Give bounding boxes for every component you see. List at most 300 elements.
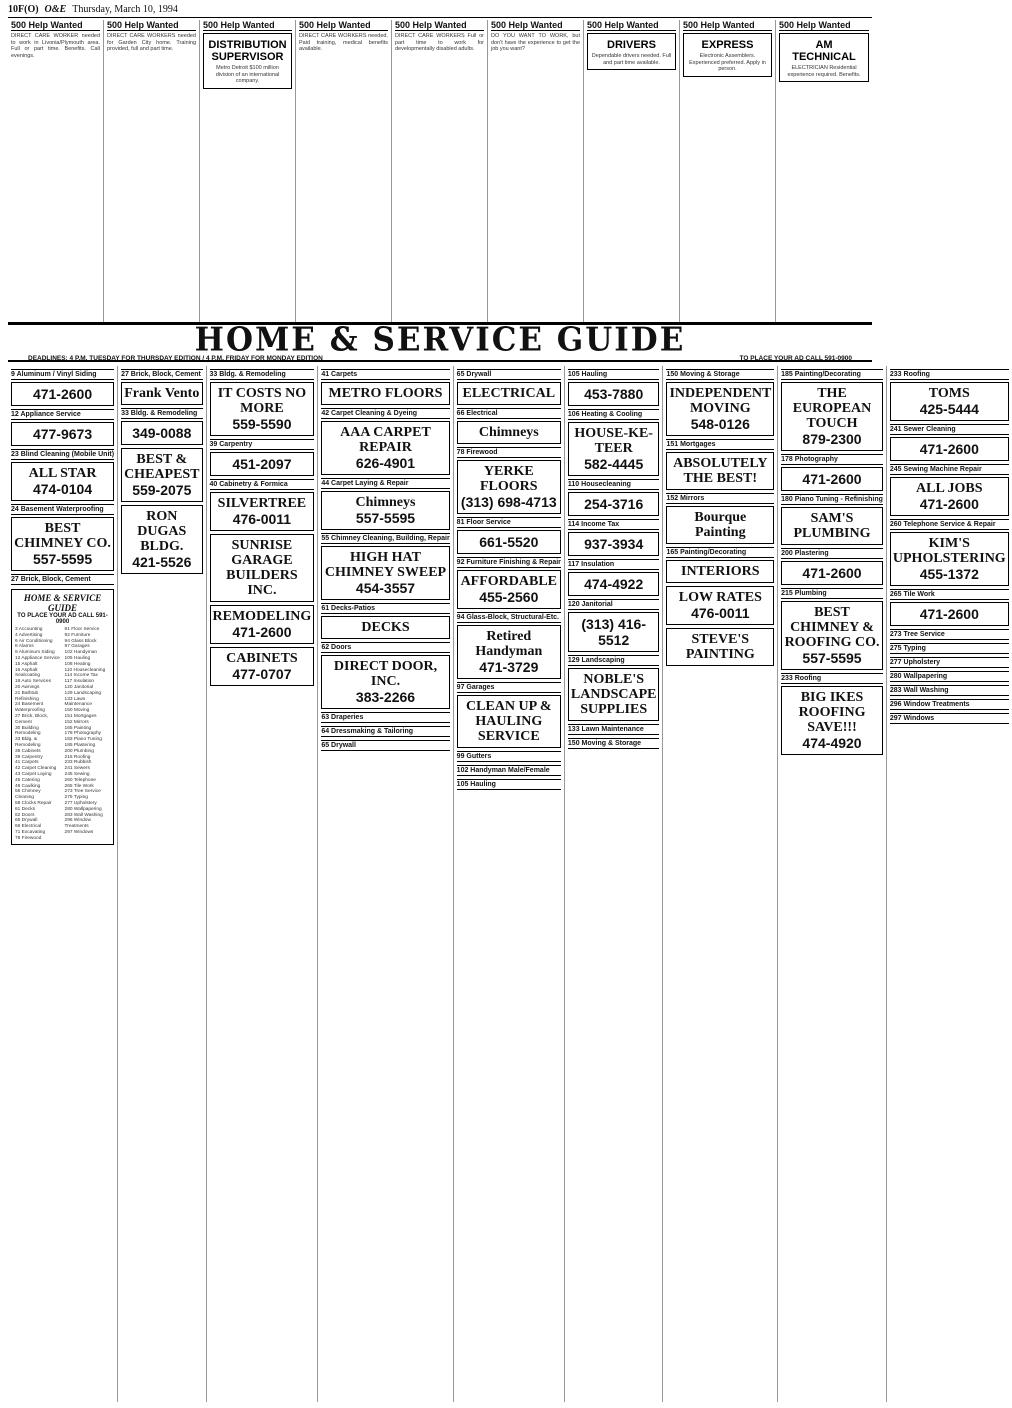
category-heading: 296 Window Treatments: [890, 699, 1009, 710]
index-entry: 42 Carpet Cleaning: [15, 766, 57, 772]
index-entry: 43 Carpet Laying: [15, 771, 52, 777]
advertiser-phone: 557-5595: [802, 650, 862, 666]
display-ad: [890, 532, 1009, 586]
advertiser-name: Chimneys: [478, 425, 539, 440]
advertiser-phone: 474-4922: [584, 576, 644, 592]
index-entry: 151 Mortgages: [64, 713, 97, 719]
index-entry: 12 Appliance Service: [15, 655, 60, 661]
category-heading: 24 Basement Waterproofing: [11, 504, 114, 515]
index-entry: 178 Photography: [64, 731, 102, 737]
category-heading: 105 Hauling: [568, 369, 660, 380]
category-heading: 241 Sewer Cleaning: [890, 424, 1009, 435]
index-entry: 9 Aluminum Siding: [15, 650, 55, 656]
display-ad: [321, 382, 449, 405]
category-heading: 33 Bldg. & Remodeling: [121, 408, 202, 419]
category-heading: 178 Photography: [781, 454, 883, 465]
category-heading: 64 Dressmaking & Tailoring: [321, 726, 449, 737]
help-wanted-column: [488, 20, 584, 322]
index-entry: 183 Piano Tuning: [64, 737, 102, 743]
display-ad: [321, 546, 449, 600]
classified-ad: DIRECT CARE WORKERS needed for Garden City home. Training provided, full and part time.: [107, 33, 196, 53]
category-heading: 78 Firewood: [457, 447, 561, 458]
display-ad: [121, 382, 202, 405]
category-heading: 185 Painting/Decorating: [781, 369, 883, 380]
index-entry: 27 Brick, Block, Cement: [15, 713, 49, 725]
category-heading: 280 Wallpapering: [890, 671, 1009, 682]
display-ad: [11, 517, 114, 571]
category-heading: 275 Typing: [890, 643, 1009, 654]
category-heading: 277 Upholstery: [890, 657, 1009, 668]
advertiser-name: BEST & CHEAPEST: [124, 452, 200, 482]
category-heading: 97 Garages: [457, 682, 561, 693]
display-ad: [683, 33, 772, 77]
display-ad: [321, 655, 449, 709]
index-entry: 260 Telephone: [64, 777, 96, 783]
ad-headline: DISTRIBUTION SUPERVISOR: [208, 39, 287, 63]
category-heading: 151 Mortgages: [666, 439, 774, 450]
guide-column: [118, 366, 206, 1402]
display-ad: [210, 647, 315, 686]
category-heading: 81 Floor Service: [457, 517, 561, 528]
guide-column: [207, 366, 319, 1402]
advertiser-phone: 474-4920: [802, 735, 862, 751]
advertiser-name: THE EUROPEAN TOUCH: [792, 386, 872, 431]
category-heading: 129 Landscaping: [568, 655, 660, 666]
category-heading: 106 Heating & Cooling: [568, 409, 660, 420]
advertiser-name: ELECTRICAL: [462, 386, 556, 401]
advertiser-name: ABSOLUTELY THE BEST!: [673, 456, 768, 486]
advertiser-phone: 661-5520: [479, 534, 539, 550]
display-ad: [203, 33, 292, 89]
category-heading: 42 Carpet Cleaning & Dyeing: [321, 408, 449, 419]
category-heading: 12 Appliance Service: [11, 409, 114, 420]
guide-column: [318, 366, 453, 1402]
index-entry: 102 Handyman: [64, 650, 98, 656]
display-ad: [457, 570, 561, 609]
advertiser-phone: 471-2600: [919, 606, 979, 622]
display-ad: [779, 33, 869, 82]
advertiser-phone: 471-2600: [32, 386, 93, 402]
ad-body: Metro Detroit $100 million division of an international company.: [215, 65, 280, 85]
index-entry: 114 Income Tax: [64, 673, 98, 679]
display-ad: [11, 462, 114, 501]
index-entry: 4 Advertising: [15, 632, 43, 638]
index-entry: 62 Doors: [15, 812, 35, 818]
issue-date: Thursday, March 10, 1994: [72, 4, 178, 15]
category-heading: 61 Decks-Patios: [321, 603, 449, 614]
display-ad: [121, 448, 202, 502]
display-ad: [321, 491, 449, 530]
advertiser-phone: 557-5595: [32, 551, 93, 567]
advertiser-name: AFFORDABLE: [460, 574, 558, 589]
category-heading: 41 Carpets: [321, 369, 449, 380]
advertiser-phone: 476-0011: [232, 511, 292, 527]
advertiser-phone: 254-3716: [584, 496, 644, 512]
index-entry: 296 Window Treatments: [64, 818, 91, 830]
index-entry: 21 Bathtub Refinishing: [15, 690, 39, 702]
category-heading: 245 Sewing Machine Repair: [890, 464, 1009, 475]
display-ad: [210, 382, 315, 436]
display-ad: [568, 572, 660, 596]
ad-body: Electronic Assemblers. Experienced preferred. Apply in person.: [689, 53, 766, 73]
guide-column: [565, 366, 664, 1402]
advertiser-name: TOMS: [928, 386, 970, 401]
index-entry: 65 Drywall: [15, 818, 38, 824]
advertiser-phone: 453-7880: [584, 386, 644, 402]
display-ad: [568, 422, 660, 476]
column-header: 500 Help Wanted: [203, 20, 292, 31]
index-entry: 200 Plumbing: [64, 748, 94, 754]
category-heading: 27 Brick, Block, Cement: [121, 371, 201, 378]
display-ad: [11, 382, 114, 406]
home-service-guide-banner: [8, 322, 872, 362]
deadline-text: DEADLINES: 4 P.M. TUESDAY FOR THURSDAY EDITION / 4 P.M. FRIDAY FOR MONDAY EDITION: [28, 355, 323, 362]
display-ad: [568, 668, 660, 721]
category-heading: 9 Aluminum / Vinyl Siding: [11, 369, 114, 380]
category-heading: 105 Hauling: [457, 779, 561, 790]
column-header: 500 Help Wanted: [11, 20, 100, 31]
guide-column: [8, 366, 118, 1402]
display-ad: [781, 686, 883, 755]
display-ad: [666, 382, 774, 436]
display-ad: [457, 530, 561, 554]
index-entry: 120 Janitorial: [64, 684, 94, 690]
column-header: 500 Help Wanted: [587, 20, 676, 31]
advertiser-name: Frank Vento: [124, 386, 200, 401]
index-entry: 97 Garages: [64, 644, 90, 650]
category-heading: 99 Gutters: [457, 751, 561, 762]
index-entry: 20 Awnings: [15, 684, 40, 690]
category-heading: 33 Bldg. & Remodeling: [210, 369, 315, 380]
advertiser-phone: 477-0707: [232, 666, 292, 682]
display-ad: [666, 452, 774, 490]
display-ad: [781, 467, 883, 491]
index-entry: 297 Windows: [64, 829, 94, 835]
advertiser-name: STEVE'S PAINTING: [685, 632, 755, 662]
advertiser-name: ALL JOBS: [916, 481, 983, 496]
index-entry: 6 Air Conditioning: [15, 638, 53, 644]
index-entry: 55 Chimney Cleaning: [15, 789, 41, 801]
category-heading: 283 Wall Washing: [890, 685, 1009, 696]
index-entry: 18 Auto Services: [15, 679, 51, 685]
index-entry: 81 Floor Service: [64, 627, 100, 632]
advertiser-phone: 879-2300: [802, 431, 862, 447]
advertiser-name: INTERIORS: [681, 564, 760, 579]
advertiser-name: Retired Handyman: [475, 629, 543, 659]
index-entry: 36 Cabinets: [15, 748, 41, 754]
index-entry: 105 Hauling: [64, 655, 91, 661]
display-ad: [457, 460, 561, 514]
display-ad: [210, 534, 315, 602]
display-ad: [666, 628, 774, 666]
column-header: 500 Help Wanted: [779, 20, 869, 31]
index-entry: 277 Upholstery: [64, 800, 97, 806]
index-title: HOME & SERVICE GUIDE: [23, 593, 102, 613]
advertiser-phone: 455-1372: [919, 566, 979, 582]
advertiser-name: DECKS: [361, 620, 410, 635]
help-wanted-column: [200, 20, 296, 322]
category-heading: 152 Mirrors: [666, 493, 774, 504]
advertiser-name: YERKE FLOORS: [480, 464, 538, 494]
category-heading: 65 Drywall: [321, 740, 449, 751]
advertiser-phone: 425-5444: [919, 401, 979, 417]
advertiser-name: Bourque Painting: [694, 510, 747, 540]
advertiser-name: DIRECT DOOR, INC.: [333, 659, 438, 689]
display-ad: [457, 695, 561, 748]
display-ad: [890, 382, 1009, 421]
category-heading: 297 Windows: [890, 713, 1009, 724]
page-masthead: [8, 2, 872, 18]
category-heading: 44 Carpet Laying & Repair: [321, 478, 449, 489]
advertiser-name: HIGH HAT CHIMNEY SWEEP: [324, 550, 447, 580]
ad-body: ELECTRICIAN Residential experience required. Benefits.: [787, 65, 861, 78]
index-entry: 30 Building Remodeling: [15, 725, 41, 737]
index-entry: 265 Tile Work: [64, 783, 94, 789]
display-ad: [666, 506, 774, 544]
category-heading: 114 Income Tax: [568, 519, 660, 530]
help-wanted-column: [8, 20, 104, 322]
category-heading: 40 Cabinetry & Formica: [210, 479, 315, 490]
advertiser-name: CABINETS: [226, 651, 298, 666]
category-heading: 62 Doors: [321, 642, 449, 653]
index-entry: 150 Moving: [64, 708, 90, 714]
advertiser-name: HOUSE-KE-TEER: [574, 426, 653, 456]
display-ad: [781, 382, 883, 451]
advertiser-phone: 582-4445: [584, 456, 644, 472]
display-ad: [457, 421, 561, 444]
category-heading: 180 Piano Tuning - Refinishing: [781, 496, 883, 503]
advertiser-name: RON DUGAS BLDG.: [137, 509, 187, 554]
advertiser-phone: 421-5526: [132, 554, 192, 570]
index-entry: 78 Firewood: [15, 835, 42, 841]
help-wanted-column: [296, 20, 392, 322]
category-heading: 133 Lawn Maintenance: [568, 724, 660, 735]
display-ad: [321, 421, 449, 475]
display-ad: [890, 477, 1009, 516]
index-entry: 15 Asphalt: [15, 661, 38, 667]
display-ad: [587, 33, 676, 70]
advertiser-phone: 451-2097: [232, 456, 292, 472]
index-entry: 66 Electrical: [15, 824, 42, 830]
advertiser-phone: 471-2600: [919, 441, 979, 457]
advertiser-name: SUNRISE GARAGE BUILDERS INC.: [226, 538, 298, 598]
advertiser-name: SAM'S PLUMBING: [793, 511, 871, 541]
display-ad: [890, 602, 1009, 626]
classified-ad: DIRECT CARE WORKER needed to work in Livonia/Plymouth area. Full or part time. Benefits. Call evenings.: [11, 33, 100, 59]
category-heading: 165 Painting/Decorating: [666, 547, 774, 558]
index-entry: 108 Heating: [64, 661, 91, 667]
classified-ad: DIRECT CARE WORKERS Full or part time to work for developmentally disabled adults.: [395, 33, 484, 53]
index-entry: 94 Glass Block: [64, 638, 97, 644]
place-ad-text: TO PLACE YOUR AD CALL 591-0900: [739, 355, 852, 362]
advertiser-name: CLEAN UP & HAULING SERVICE: [466, 699, 552, 744]
index-subtitle: TO PLACE YOUR AD CALL 591-0900: [17, 613, 108, 625]
index-entry: 215 Roofing: [64, 754, 91, 760]
category-heading: 200 Plastering: [781, 548, 883, 559]
classified-ad: DIRECT CARE WORKERS needed. Paid training, medical benefits available.: [299, 33, 388, 53]
index-entry: 117 Insulation: [64, 679, 95, 685]
index-entry: 133 Lawn Maintenance: [64, 696, 92, 708]
ad-headline: DRIVERS: [607, 39, 656, 51]
advertiser-name: METRO FLOORS: [328, 386, 443, 401]
ad-body: Dependable drivers needed. Full and part time available.: [591, 53, 672, 66]
index-entry: 275 Typing: [64, 795, 88, 801]
index-entry: 58 Clocks Repair: [15, 800, 52, 806]
display-ad: [11, 422, 114, 446]
category-heading: 233 Roofing: [890, 369, 1009, 380]
advertiser-name: Chimneys: [355, 495, 416, 510]
index-entry: 241 Sewers: [64, 766, 90, 772]
column-header: 500 Help Wanted: [107, 20, 196, 31]
display-ad: [210, 605, 315, 644]
index-entry: 273 Tree Service: [64, 789, 101, 795]
display-ad: [781, 601, 883, 670]
index-entry: 92 Furniture: [64, 632, 91, 638]
category-heading: 55 Chimney Cleaning, Building, Repair: [321, 535, 450, 542]
classified-ad: DO YOU WANT TO WORK, but don't have the experience to get the job you want?: [491, 33, 580, 53]
advertiser-name: SILVERTREE: [217, 496, 307, 511]
index-entry: 33 Bldg. & Remodeling: [15, 737, 41, 748]
column-header: 500 Help Wanted: [683, 20, 772, 31]
category-heading: 260 Telephone Service & Repair: [890, 519, 1009, 530]
advertiser-phone: 471-2600: [232, 624, 292, 640]
index-entry: 129 Landscaping: [64, 690, 102, 696]
advertiser-name: ALL STAR: [28, 466, 97, 481]
index-list: [15, 627, 110, 841]
display-ad: [568, 612, 660, 652]
advertiser-phone: 557-5595: [355, 510, 416, 526]
index-entry: 24 Basement Waterproofing: [15, 702, 45, 714]
advertiser-name: REMODELING: [212, 609, 312, 624]
display-ad: [666, 586, 774, 625]
advertiser-name: NOBLE'S LANDSCAPE SUPPLIES: [570, 672, 657, 717]
display-ad: [321, 616, 449, 639]
banner-title: HOME & SERVICE GUIDE: [194, 321, 686, 359]
help-wanted-column: [584, 20, 680, 322]
index-entry: 39 Carpentry: [15, 754, 43, 760]
category-heading: 110 Housecleaning: [568, 479, 660, 490]
index-entry: 110 Housecleaning: [64, 667, 106, 673]
display-ad: [457, 625, 561, 679]
publication-name: O&E: [44, 4, 67, 15]
display-ad: [781, 507, 883, 545]
column-header: 500 Help Wanted: [395, 20, 484, 31]
category-heading: 150 Moving & Storage: [666, 369, 774, 380]
category-heading: 215 Plumbing: [781, 588, 883, 599]
guide-column: [887, 366, 1012, 1402]
display-ad: [568, 532, 660, 556]
advertiser-phone: 471-3729: [479, 659, 539, 675]
category-heading: 94 Glass-Block, Structural-Etc.: [456, 614, 559, 621]
index-entry: 8 Alarms: [15, 644, 34, 650]
category-heading: 273 Tree Service: [890, 629, 1009, 640]
service-guide-grid: [8, 366, 1006, 1402]
category-heading: 27 Brick, Block, Cement: [11, 574, 114, 585]
advertiser-phone: 548-0126: [690, 416, 750, 432]
category-heading: 102 Handyman Male/Female: [457, 765, 561, 776]
index-entry: 48 Caulking: [15, 783, 41, 789]
guide-column: [454, 366, 565, 1402]
ad-headline: AM TECHNICAL: [792, 39, 856, 63]
index-entry: 280 Wallpapering: [64, 806, 102, 812]
index-entry: 245 Sewing: [64, 771, 90, 777]
display-ad: [121, 421, 202, 445]
index-entry: 152 Mirrors: [64, 719, 89, 725]
guide-column: [663, 366, 778, 1402]
index-entry: 61 Decks: [15, 806, 35, 812]
index-entry: 45 Catering: [15, 777, 40, 783]
help-wanted-column: [392, 20, 488, 322]
index-entry: 283 Wall Washing: [64, 812, 103, 818]
advertiser-phone: 559-5590: [232, 416, 292, 432]
column-header: 500 Help Wanted: [491, 20, 580, 31]
column-header: 500 Help Wanted: [299, 20, 388, 31]
display-ad: [457, 382, 561, 405]
advertiser-phone: 626-4901: [355, 455, 416, 471]
index-entry: 165 Painting: [64, 725, 92, 731]
advertiser-phone: 349-0088: [132, 425, 192, 441]
index-entry: 3 Accounting: [15, 627, 43, 632]
advertiser-phone: 471-2600: [802, 471, 862, 487]
display-ad: [781, 561, 883, 585]
advertiser-phone: 455-2560: [479, 589, 539, 605]
advertiser-name: INDEPENDENT MOVING: [669, 386, 772, 416]
index-entry: 185 Plastering: [64, 742, 96, 748]
category-heading: 39 Carpentry: [210, 439, 315, 450]
display-ad: [210, 452, 315, 476]
help-wanted-column: [104, 20, 200, 322]
advertiser-phone: 454-3557: [355, 580, 416, 596]
index-entry: 71 Excavating: [15, 829, 46, 835]
advertiser-phone: 937-3934: [584, 536, 644, 552]
advertiser-name: BEST CHIMNEY & ROOFING CO.: [784, 605, 880, 650]
help-wanted-section: [8, 20, 872, 322]
index-entry: 233 Rubbish: [64, 760, 92, 766]
advertiser-phone: (313) 698-4713: [460, 494, 557, 510]
category-heading: 63 Draperies: [321, 712, 449, 723]
advertiser-phone: 476-0011: [691, 605, 750, 621]
page-folio: 10F(O): [8, 4, 39, 15]
category-index-box: [11, 589, 114, 845]
index-entry: 41 Carpets: [15, 760, 39, 766]
display-ad: [568, 492, 660, 516]
advertiser-phone: 471-2600: [919, 496, 979, 512]
advertiser-phone: 474-0104: [32, 481, 93, 497]
ad-headline: EXPRESS: [701, 39, 754, 51]
advertiser-name: LOW RATES: [678, 590, 762, 605]
category-heading: 265 Tile Work: [890, 589, 1009, 600]
category-heading: 65 Drywall: [457, 369, 561, 380]
index-entry: 16 Asphalt Sealcoating: [15, 667, 41, 679]
advertiser-phone: (313) 416-5512: [581, 616, 646, 648]
category-heading: 117 Insulation: [568, 559, 660, 570]
guide-column: [778, 366, 887, 1402]
advertiser-name: AAA CARPET REPAIR: [340, 425, 431, 455]
advertiser-name: KIM'S UPHOLSTERING: [892, 536, 1006, 566]
category-heading: 150 Moving & Storage: [568, 738, 660, 749]
help-wanted-column: [776, 20, 872, 322]
help-wanted-column: [680, 20, 776, 322]
advertiser-phone: 559-2075: [132, 482, 192, 498]
category-heading: 120 Janitorial: [568, 599, 660, 610]
advertiser-name: BEST CHIMNEY CO.: [14, 521, 111, 551]
advertiser-phone: 383-2266: [355, 689, 416, 705]
category-heading: 23 Blind Cleaning (Mobile Unit): [11, 451, 115, 458]
advertiser-phone: 471-2600: [802, 565, 862, 581]
category-heading: 233 Roofing: [781, 673, 883, 684]
advertiser-name: IT COSTS NO MORE: [217, 386, 307, 416]
advertiser-name: BIG IKES ROOFING SAVE!!!: [798, 690, 866, 735]
